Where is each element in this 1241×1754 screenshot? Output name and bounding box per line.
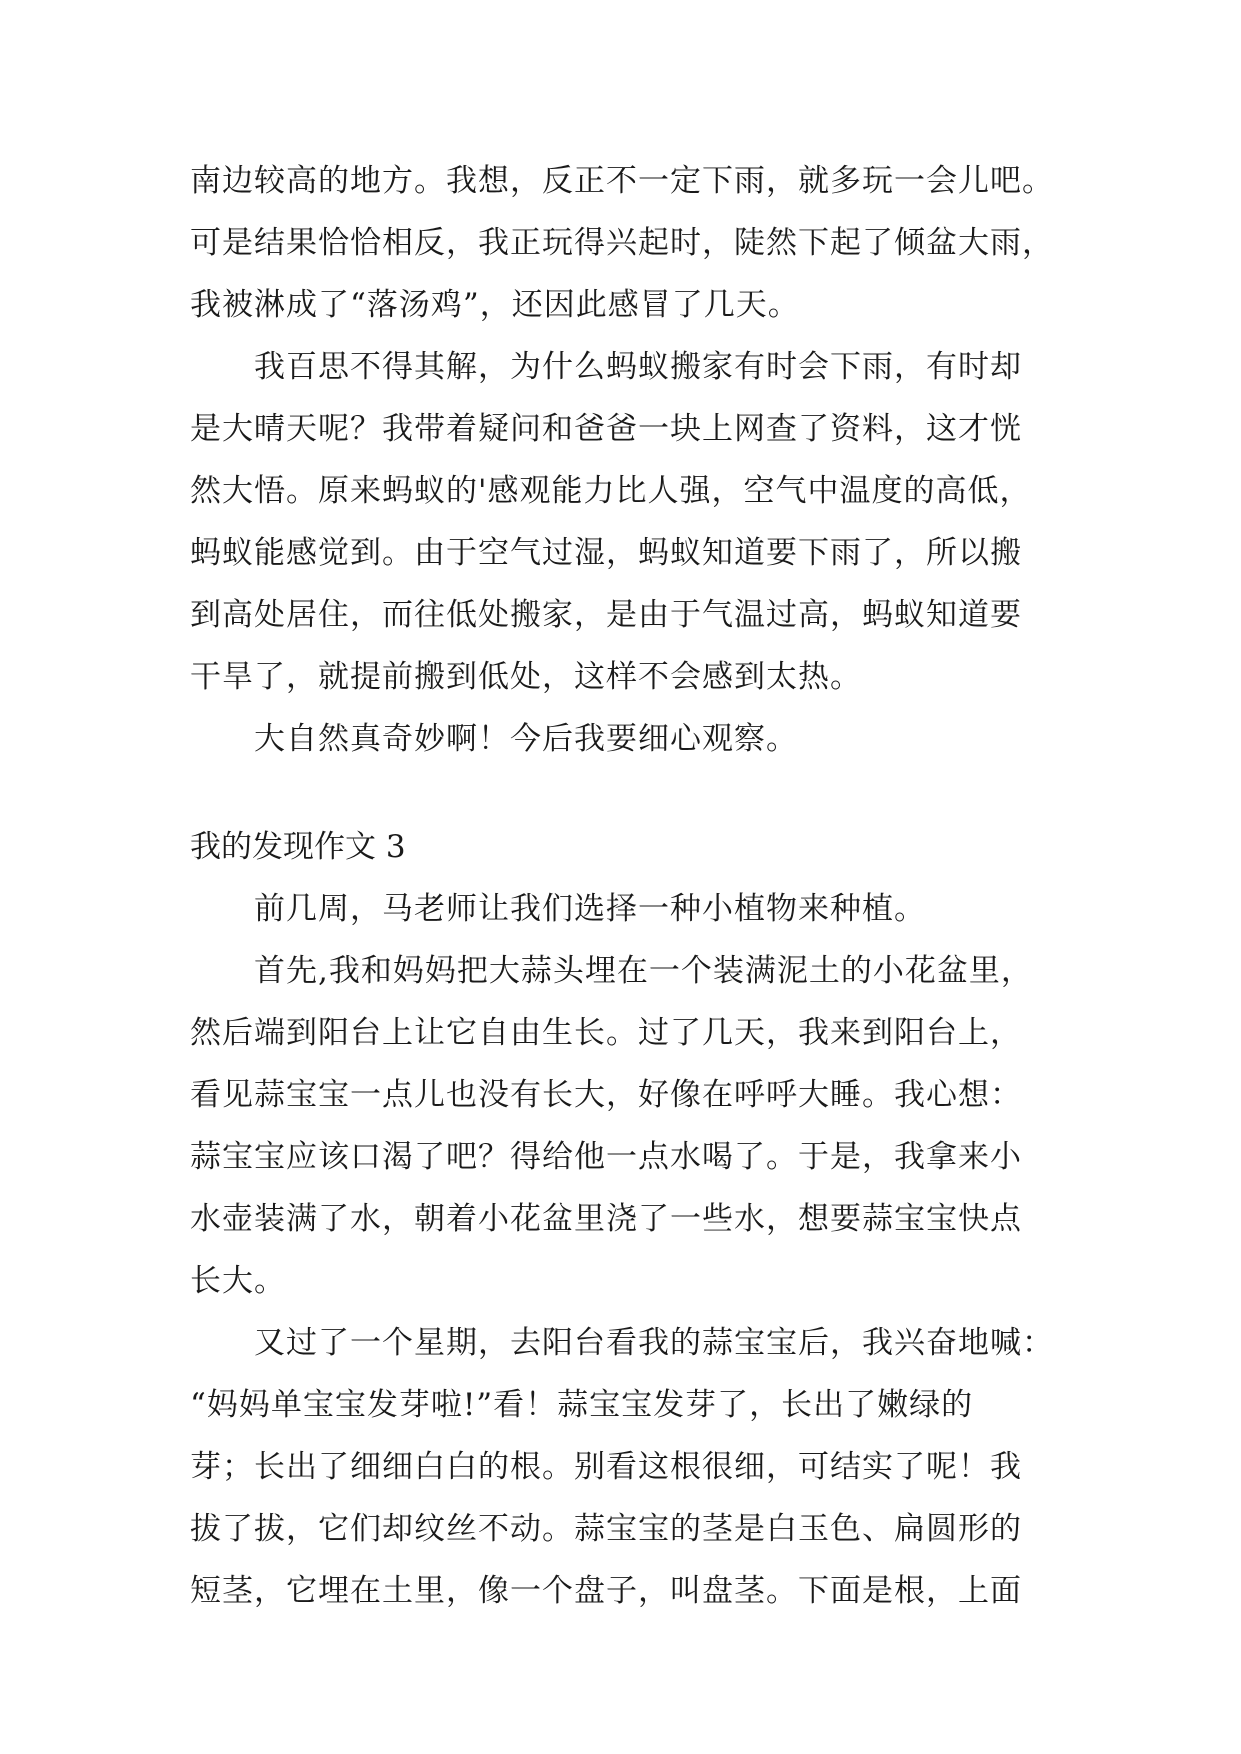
- text-line: 芽；长出了细细白白的根。别看这根很细，可结实了呢！我: [190, 1449, 1022, 1485]
- text-line: 南边较高的地方。我想，反正不一定下雨，就多玩一会儿吧。: [190, 163, 1054, 199]
- text-line: 前几周，马老师让我们选择一种小植物来种植。: [254, 891, 926, 927]
- text-line: 大自然真奇妙啊！今后我要细心观察。: [254, 721, 798, 757]
- text-line: 看见蒜宝宝一点儿也没有长大，好像在呼呼大睡。我心想：: [190, 1077, 1022, 1113]
- text-line: 是大晴天呢？我带着疑问和爸爸一块上网查了资料，这才恍: [190, 411, 1022, 447]
- text-line: 长大。: [190, 1263, 286, 1299]
- text-line: 到高处居住，而往低处搬家，是由于气温过高，蚂蚁知道要: [190, 597, 1022, 633]
- text-line: 首先,我和妈妈把大蒜头埋在一个装满泥土的小花盆里，: [254, 953, 1033, 989]
- text-line: 拔了拔，它们却纹丝不动。蒜宝宝的茎是白玉色、扁圆形的: [190, 1511, 1022, 1547]
- text-line: 可是结果恰恰相反，我正玩得兴起时，陡然下起了倾盆大雨，: [190, 225, 1054, 261]
- text-line: 然后端到阳台上让它自由生长。过了几天，我来到阳台上，: [190, 1015, 1022, 1051]
- text-line: 干旱了，就提前搬到低处，这样不会感到太热。: [190, 659, 862, 695]
- text-line: 又过了一个星期，去阳台看我的蒜宝宝后，我兴奋地喊：: [254, 1325, 1054, 1361]
- text-line: 短茎，它埋在土里，像一个盘子，叫盘茎。下面是根，上面: [190, 1573, 1022, 1609]
- text-line: 蒜宝宝应该口渴了吧？得给他一点水喝了。于是，我拿来小: [190, 1139, 1022, 1175]
- document-page: [190, 150, 1055, 1622]
- text-line: 水壶装满了水，朝着小花盆里浇了一些水，想要蒜宝宝快点: [190, 1201, 1022, 1237]
- text-line: “妈妈单宝宝发芽啦!”看！蒜宝宝发芽了，长出了嫩绿的: [190, 1387, 974, 1423]
- text-line: 我被淋成了“落汤鸡”，还因此感冒了几天。: [190, 287, 800, 323]
- text-line: 蚂蚁能感觉到。由于空气过湿，蚂蚁知道要下雨了，所以搬: [190, 535, 1022, 571]
- text-line: 然大悟。原来蚂蚁的'感观能力比人强，空气中温度的高低，: [190, 473, 1032, 509]
- section-spacer: [190, 770, 1055, 816]
- text-line: 我百思不得其解，为什么蚂蚁搬家有时会下雨，有时却: [254, 349, 1022, 385]
- section-title: 我的发现作文 3: [190, 829, 406, 865]
